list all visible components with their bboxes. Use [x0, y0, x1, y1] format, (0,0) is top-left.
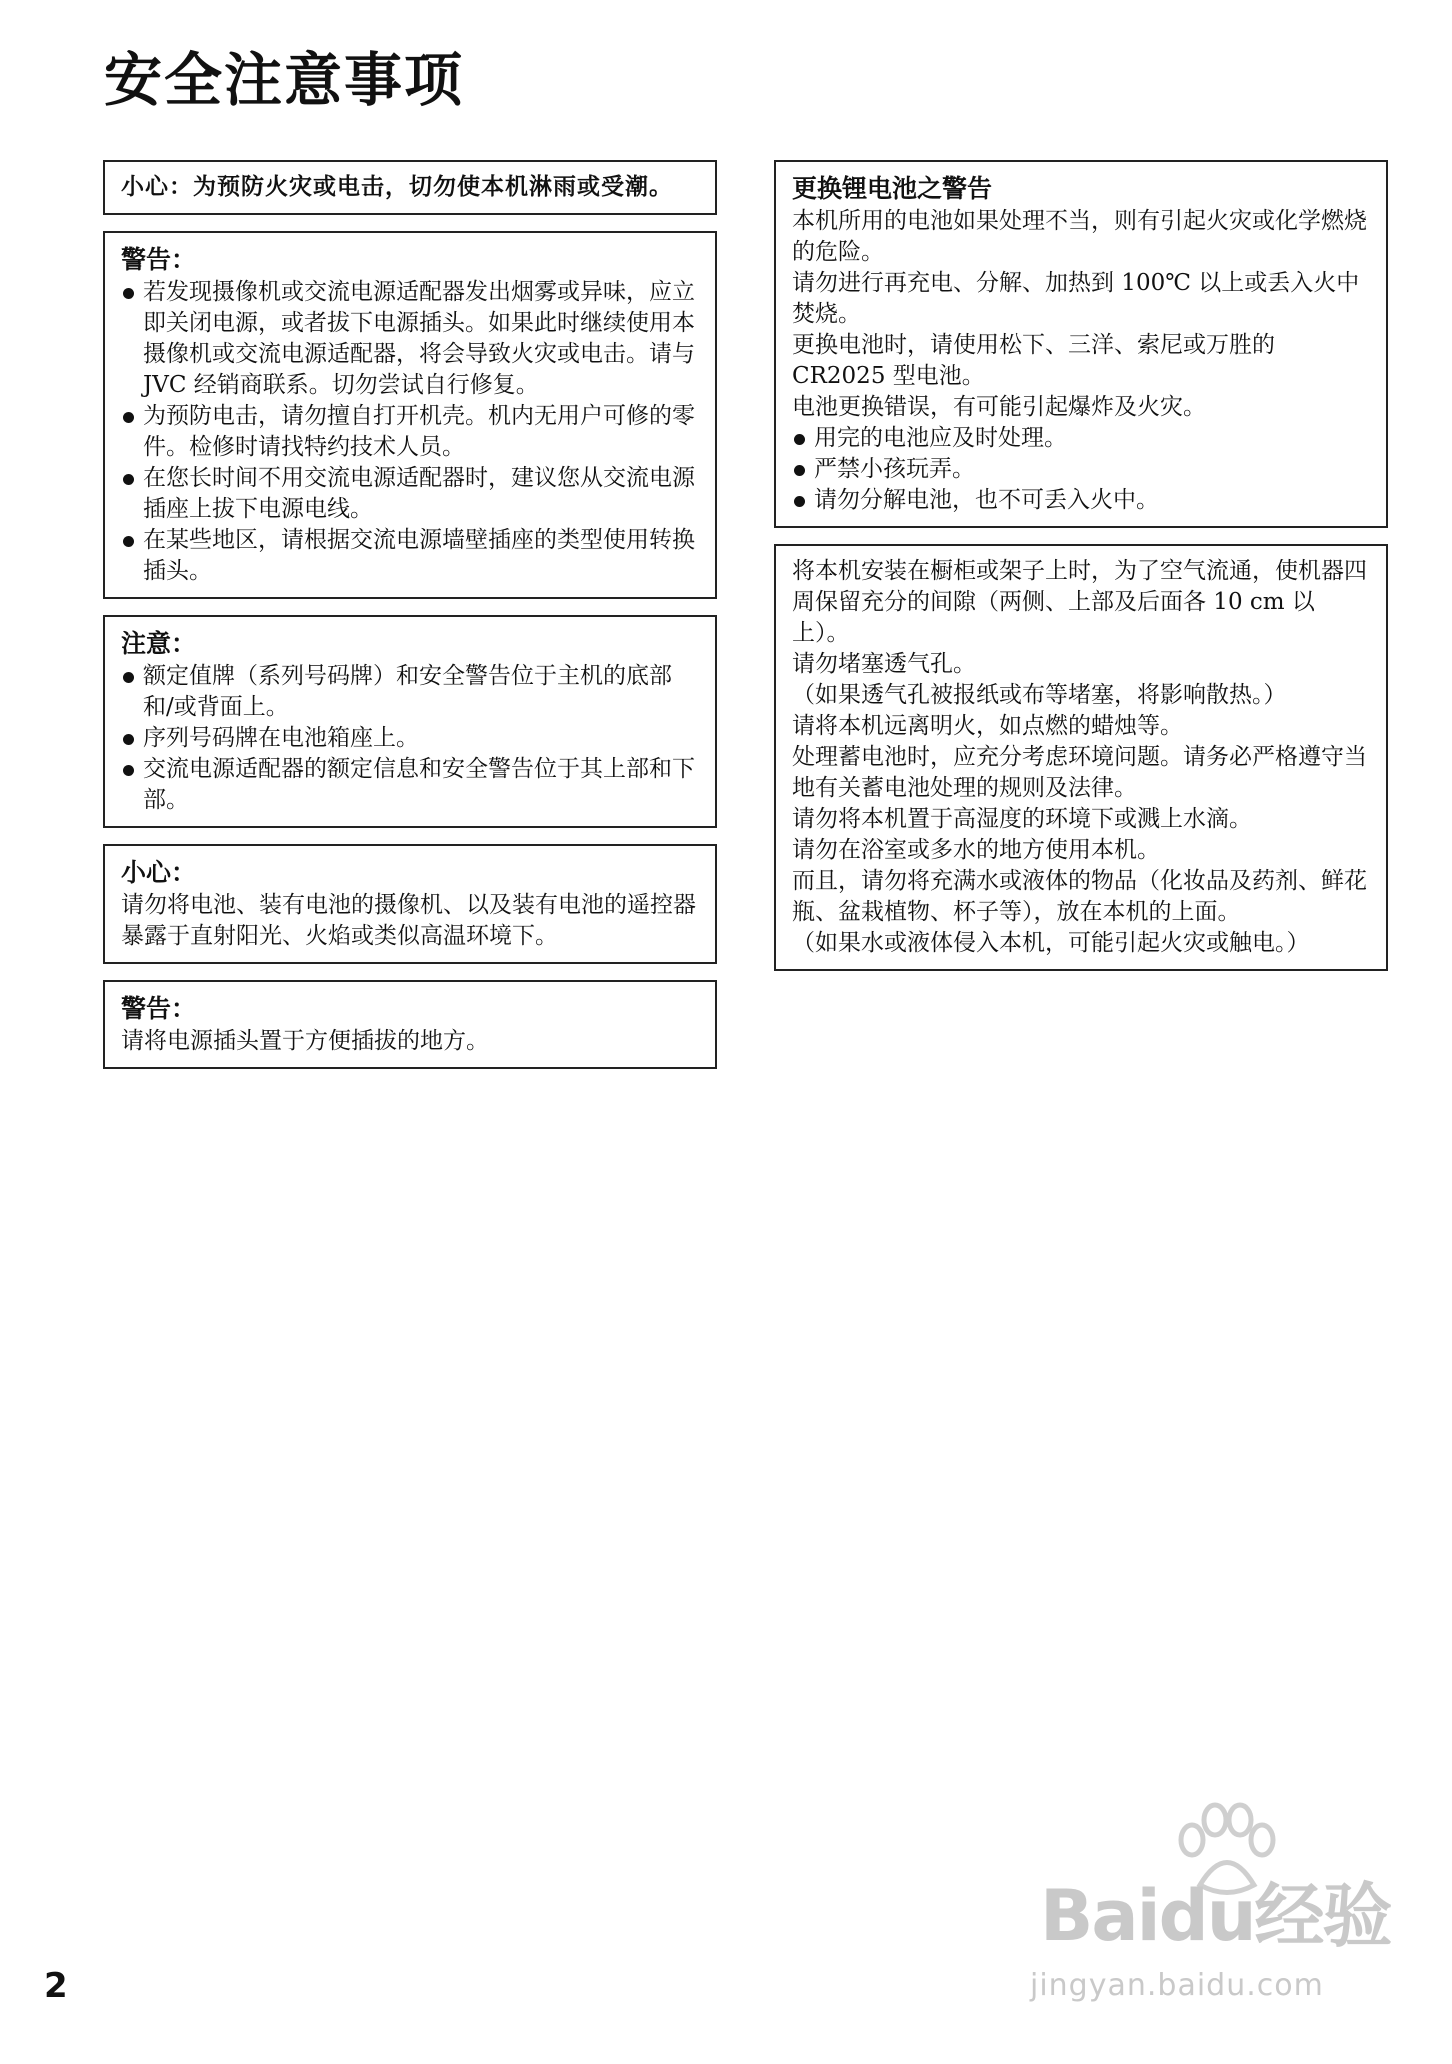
right-column — [774, 160, 1388, 987]
caution-heat-text: 请勿将电池、装有电池的摄像机、以及装有电池的遥控器暴露于直射阳光、火焰或类似高温环境下。 — [121, 892, 696, 949]
warning-heading-2: 警告： — [121, 994, 197, 1023]
battery-list — [792, 423, 1370, 516]
battery-item-disassemble: 请勿分解电池，也不可丢入火中。 — [792, 485, 1370, 516]
notice-box — [103, 615, 717, 828]
install-line: 请将本机远离明火，如点燃的蜡烛等。 — [792, 713, 1183, 739]
battery-line: 更换电池时，请使用松下、三洋、索尼或万胜的 CR2025 型电池。 — [792, 332, 1275, 389]
warning-plug-text: 请将电源插头置于方便插拔的地方。 — [121, 1028, 489, 1054]
install-line: 处理蓄电池时，应充分考虑环境问题。请务必严格遵守当地有关蓄电池处理的规则及法律。 — [792, 744, 1367, 801]
battery-line: 本机所用的电池如果处理不当，则有引起火灾或化学燃烧的危险。 — [792, 208, 1367, 265]
warning-item-shock: 为预防电击，请勿擅自打开机壳。机内无用户可修的零件。检修时请找特约技术人员。 — [121, 401, 699, 463]
battery-heading: 更换锂电池之警告 — [792, 174, 993, 203]
caution-heat-box — [103, 844, 717, 964]
warning-item-smoke: 若发现摄像机或交流电源适配器发出烟雾或异味，应立即关闭电源，或者拔下电源插头。如果此时继续使用本摄像机或交流电源适配器，将会导致火灾或电击。请与 JVC 经销商联系。切勿尝试自行修复。 — [121, 277, 699, 401]
install-line: （如果透气孔被报纸或布等堵塞，将影响散热。） — [792, 682, 1287, 708]
left-column — [103, 160, 717, 1085]
install-line: 请勿堵塞透气孔。 — [792, 651, 976, 677]
installation-box — [774, 544, 1388, 971]
install-line: 请勿在浴室或多水的地方使用本机。 — [792, 837, 1160, 863]
warning-item-unplug: 在您长时间不用交流电源适配器时，建议您从交流电源插座上拔下电源电线。 — [121, 463, 699, 525]
notice-list — [121, 661, 699, 816]
install-line: 将本机安装在橱柜或架子上时，为了空气流通，使机器四周保留充分的间隙（两侧、上部及后面各 10 cm 以上）。 — [792, 558, 1367, 646]
warning-list-1 — [121, 277, 699, 587]
baidu-watermark — [1000, 1860, 1400, 2030]
battery-item-dispose: 用完的电池应及时处理。 — [792, 423, 1370, 454]
battery-line: 电池更换错误，有可能引起爆炸及火灾。 — [792, 394, 1206, 420]
install-line: （如果水或液体侵入本机，可能引起火灾或触电。） — [792, 930, 1310, 956]
battery-line: 请勿进行再充电、分解、加热到 100℃ 以上或丢入火中焚烧。 — [792, 270, 1360, 327]
page-number: 2 — [44, 1966, 68, 2006]
install-line: 而且，请勿将充满水或液体的物品（化妆品及药剂、鲜花瓶、盆栽植物、杯子等），放在本机的上面。 — [792, 868, 1367, 925]
notice-item-serial-plate: 序列号码牌在电池箱座上。 — [121, 723, 699, 754]
notice-heading: 注意： — [121, 629, 197, 658]
warning-heading-1: 警告： — [121, 245, 197, 274]
install-line: 请勿将本机置于高湿度的环境下或溅上水滴。 — [792, 806, 1252, 832]
warning-item-adapter-plug: 在某些地区，请根据交流电源墙壁插座的类型使用转换插头。 — [121, 525, 699, 587]
caution-rain-box — [103, 160, 717, 215]
page-title: 安全注意事项 — [104, 46, 465, 114]
battery-warning-box — [774, 160, 1388, 528]
caution-heat-heading: 小心： — [121, 858, 197, 887]
battery-item-children: 严禁小孩玩弄。 — [792, 454, 1370, 485]
warning-box-1 — [103, 231, 717, 599]
watermark-logo: Baidu经验 — [1040, 1875, 1391, 1957]
warning-box-2 — [103, 980, 717, 1069]
caution-rain-text: 小心：为预防火灾或电击，切勿使本机淋雨或受潮。 — [121, 174, 673, 200]
notice-item-rating-plate: 额定值牌（系列号码牌）和安全警告位于主机的底部和/或背面上。 — [121, 661, 699, 723]
notice-item-adapter-info: 交流电源适配器的额定信息和安全警告位于其上部和下部。 — [121, 754, 699, 816]
watermark-url: jingyan.baidu.com — [1030, 1968, 1324, 2003]
